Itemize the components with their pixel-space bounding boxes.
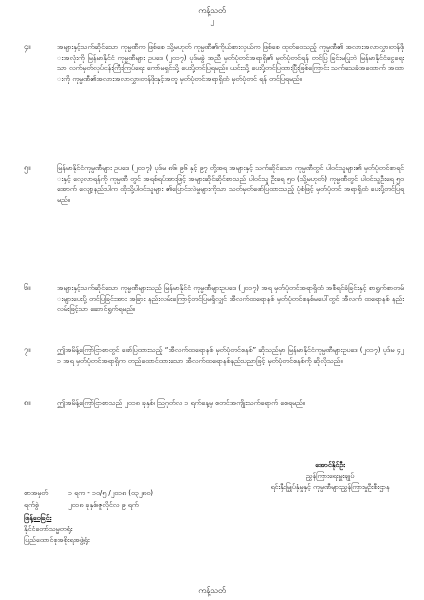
classification-header: ကန့်သတ် [198,6,226,15]
date-value: ၂၀၁၈ ခုနှစ်၊ဇူလိုင်လ ၉ ရက် [68,501,139,509]
paragraph-text: ဤအမိန့်ကြော်ငြာစာတွင် ဖော်ပြထားသည့် “အီလက်ထရောနစ် မှတ်ပုံတင်စနစ်” ဆိုသည်မှာ မြန်မာနိုင်ငံကုမ္ပဏီများဥပဒေ (၂၀၁၇) ပုဒ်မ ၄၂၁ အရ မှတ်ပုံတင်အရာရှိက တည်ထောင်ထားသော အီလက်ထရောနစ်နည်းပညာဖြင့် မှတ်ပုံတင်စနစ်ကို ဆိုလိုသည်။ [57,346,404,365]
paragraph-6 [24,283,404,315]
paragraph-number: ၄။ [24,42,31,51]
distribution-block [24,513,90,546]
paragraph-number: ၆။ [24,283,31,292]
signatory-name: အောင်နိုင်ဦး [315,461,345,469]
distribution-item: နိုင်ငံတော်သမ္မတရုံး [24,525,73,533]
date-line [24,500,139,511]
signatory-title: ညွှန်ကြားရေးမှူးချုပ် [305,472,355,480]
paragraph-8 [24,398,404,409]
distribution-heading: ဖြန့်ဝေခြင်း [24,514,52,522]
signature-block [250,460,410,493]
paragraph-4 [24,42,404,84]
paragraph-text: အများနှင့်သက်ဆိုင်သော ကုမ္ပဏီက ဖြစ်စေ သို့မဟုတ် ကုမ္ပဏီ၏ကိုယ်စားလှယ်က ဖြစ်စေ ထုတ်ဝေသည့် ကုမ္ပဏီ၏ အလားအလာလွှာ၊တန်ဖိုးအလုံးကို မြန်မာနိုင်ငံ ကုမ္ပဏီများ ဥပဒေ (၂၀၁၇) ပုဒ်မခွဲ အညီ မှတ်ပုံတင်အရာရှိ၏ မှတ်ပုံတင်ရန် တင်ပြ ခြင်းမပြုဘဲ မြန်မာနိုင်ငံငွေရေးသာ လက်မှတ်လုပ်ငန်းကြီးကြပ်ရေး ကော်မရှင်သို့ ပေးပို့တင်ပြရမည်။ ယင်းသို့ ပေးပို့တင်ပြထားပြီးဖြစ်ကြောင်း သက်သေခံအထောက် အထားကို ကုမ္ပဏီ၏အလားအလာလွှာ၊တန်ဖိုးနှင့်အတူ မှတ်ပုံတင်အရာရှိထံ မှတ်ပုံတင် ရန် တင်ပြရမည်။ [57,43,404,83]
paragraph-number: ၅။ [24,163,31,172]
paragraph-7 [24,345,404,366]
paragraph-5 [24,163,404,205]
paragraph-number: ၈။ [24,398,31,407]
reference-value: ၁ ရက - ၁၀/၅ /၂၀၁၈ (၀၃၂၈၀) [68,489,154,497]
reference-label: စာအမှတ် [24,489,49,497]
paragraph-text: ဤအမိန့်ကြော်ငြာစာသည် ၂၀၁၈ ခုနှစ်၊ သြဂုတ်လ ၁ ရက်နေ့မှ စတင်အကျိုးသက်ရောက် စေရမည်။ [57,399,305,407]
classification-footer: ကန့်သတ် [198,586,226,595]
page-number: ၂ [210,17,214,25]
signatory-department: ရင်းနှီးမြှုပ်နှံမှုနှင့် ကုမ္ပဏီများညွှန်ကြားမှုဦးစီးဌာန [270,483,390,491]
reference-line [24,488,153,499]
distribution-item: ပြည်ထောင်စုအစိုးရအဖွဲ့ရုံး [24,536,90,544]
paragraph-text: အများနှင့်သက်ဆိုင်သော ကုမ္ပဏီများသည် မြန်မာနိုင်ငံ ကုမ္ပဏီများဥပဒေ (၂၀၁၇) အရ မှတ်ပုံတင်အရာရှိထံ အစီရင်ခံခြင်းနှင့် စာရွက်စာတမ်းများပေးပို့ တင်ပြခြင်းအား အခြား နည်းလမ်းကြောင့်တင်ပြမရှိလျှင် အီလက်ထရောနစ် မှတ်ပုံတင်စနစ်မပေါ်တွင် အီလက် ထရောနစ် နည်းလမ်းဖြင့်သာ ဆောင်ရွက်ရမည်။ [57,284,404,313]
paragraph-number: ၇။ [24,345,31,354]
date-label: ရက်စွဲ [24,501,39,509]
paragraph-text: မြန်မာနိုင်ငံကုမ္ပဏီများ ဥပဒေ (၂၀၁၇) ပုဒ်မ ၈၆၊ ၉၆ နှင့် ၉၇ တို့အရ အများနှင့် သက်ဆိုင်သော ကုမ္ပဏီတွင် ပါဝင်သူများ၏ မှတ်ပုံတင်စာရင်းနှင့် လေ့လာရန်ကို ကုမ္ပဏီ တွင် အရစ်ရပ်အားဖြင့် အများဆိုင်ဆိုင်စာသည် ပါဝင်သူ ဦးရေ ၅၀ (သို့မဟုတ်) ကုမ္ပဏီတွင် ပါဝင်သူဦးရေ ၅၀ အောက် လျော့နည်းပါက ထိုသို့ပါဝင်သူများ ၏ပြောင်းလဲမှုများကိုသာ သတ်မှတ်ဖော်ပြထားသည့် ပုံစံဖြင့် မှတ်ပုံတင် အရာရှိထံ ပေးပို့တင်ပြရမည်။ [57,164,404,204]
